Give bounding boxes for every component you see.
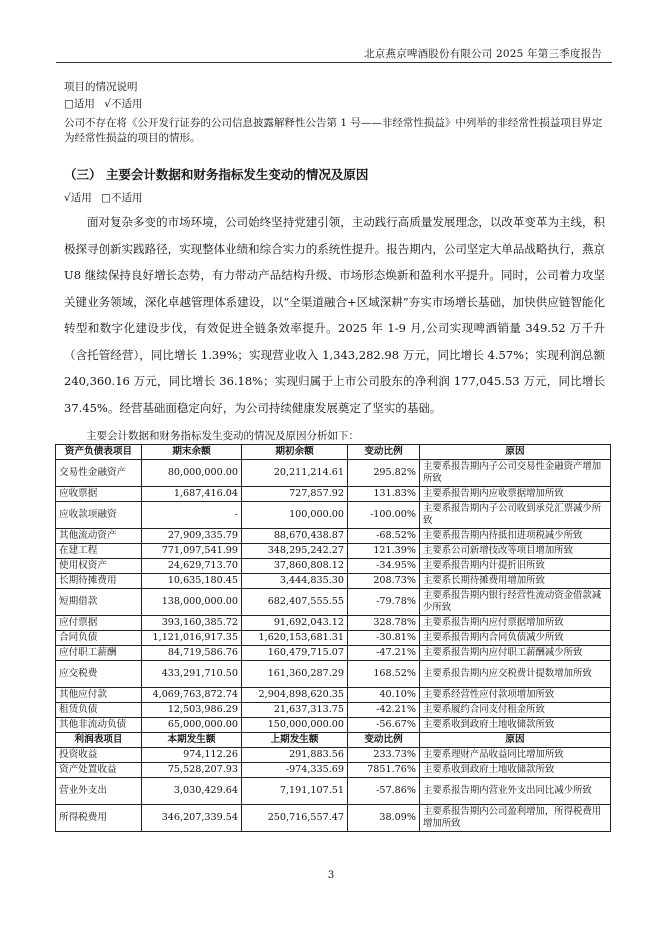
table-row: [56, 574, 611, 589]
opening-value-cell: 100,000.00: [242, 502, 348, 529]
closing-value-cell: 974,112.26: [142, 748, 242, 763]
table-row: [56, 763, 611, 778]
report-header: 北京燕京啤酒股份有限公司 2025 年第三季度报告: [364, 48, 602, 60]
opening-value-cell: 2,904,898,620.35: [242, 688, 348, 703]
table-row: [56, 559, 611, 574]
change-ratio-cell: -56.67%: [348, 718, 420, 733]
item-name-cell: 在建工程: [56, 544, 142, 559]
item-name-cell: 其他非流动负债: [56, 718, 142, 733]
change-ratio-cell: 328.78%: [348, 616, 420, 631]
opening-value-cell: 150,000,000.00: [242, 718, 348, 733]
opening-value-cell: 37,860,808.12: [242, 559, 348, 574]
opening-value-cell: 291,883.56: [242, 748, 348, 763]
change-ratio-cell: 208.73%: [348, 574, 420, 589]
column-header: 期末余额: [142, 445, 242, 460]
change-ratio-cell: -47.21%: [348, 646, 420, 661]
table-row: [56, 616, 611, 631]
financial-change-table: [55, 444, 611, 832]
table-row: [56, 688, 611, 703]
closing-value-cell: 138,000,000.00: [142, 589, 242, 616]
item-name-cell: 使用权资产: [56, 559, 142, 574]
opening-value-cell: 682,407,555.55: [242, 589, 348, 616]
checkbox-applicable: √适用: [64, 192, 92, 204]
section-checkboxes: [64, 191, 142, 206]
item-name-cell: 短期借款: [56, 589, 142, 616]
column-header: 利润表项目: [56, 733, 142, 748]
nonrecurring-checkboxes: [64, 97, 142, 112]
item-name-cell: 其他流动资产: [56, 529, 142, 544]
item-name-cell: 租赁负债: [56, 703, 142, 718]
item-name-cell: 营业外支出: [56, 778, 142, 805]
table-row: [56, 589, 611, 616]
header-divider: [56, 62, 612, 63]
change-ratio-cell: 121.39%: [348, 544, 420, 559]
item-name-cell: 资产处置收益: [56, 763, 142, 778]
item-name-cell: 其他应付款: [56, 688, 142, 703]
nonrecurring-statement: 公司不存在将《公开发行证券的公司信息披露解释性公告第 1 号——非经常性损益》中列举的非经常性损益项目界定为经常性损益的项目的情形。: [64, 117, 603, 144]
column-header: 变动比例: [348, 445, 420, 460]
table-intro: 主要会计数据和财务指标发生变动的情况及原因分析如下：: [86, 430, 359, 442]
reason-cell: 主要系长期待摊费用增加所致: [420, 574, 611, 589]
closing-value-cell: 75,528,207.93: [142, 763, 242, 778]
closing-value-cell: 3,030,429.64: [142, 778, 242, 805]
reason-cell: 主要系报告期内子公司收到承兑汇票减少所致: [420, 502, 611, 529]
table-row: [56, 460, 611, 487]
closing-value-cell: 24,629,713.70: [142, 559, 242, 574]
reason-cell: 主要系收到政府土地收储款所致: [420, 718, 611, 733]
opening-value-cell: 1,620,153,681.31: [242, 631, 348, 646]
change-ratio-cell: 38.09%: [348, 805, 420, 832]
opening-value-cell: 161,360,287.29: [242, 661, 348, 688]
closing-value-cell: 4,069,763,872.74: [142, 688, 242, 703]
closing-value-cell: 346,207,339.54: [142, 805, 242, 832]
checkbox-applicable: □适用: [64, 98, 95, 110]
table-row: [56, 703, 611, 718]
closing-value-cell: 1,121,016,917.35: [142, 631, 242, 646]
checkbox-not-applicable: □不适用: [101, 192, 143, 204]
section-body-paragraph: 面对复杂多变的市场环境，公司始终坚持党建引领，主动践行高质量发展理念，以改革变革为主线，积极探寻创新实践路径，实现整体业绩和综合实力的系统性提升。报告期内，公司坚定大单品战略执行，燕京 U8 继续保持良好增长态势，有力带动产品结构升级、市场形态焕新和盈利水平提升。同时，公司着力攻坚关键业务领域，深化卓越管理体系建设，以“全渠道融合+区域深耕”夯实市场增长基础，加快供应链智能化转型和数字化建设步伐，有效促进全链条效率提升。2025 年 1-9 月,公司实现啤酒销量 349.52 万千升（含托管经营），同比增长 1.39%；实现营业收入 1,343,282.98 万元，同比增长 4.57%；实现利润总额 240,360.16 万元，同比增长 36.18%；实现归属于上市公司股东的净利润 177,045.53 万元，同比增长 37.45%。经营基础面稳定向好，为公司持续健康发展奠定了坚实的基础。: [64, 215, 605, 415]
table-row: [56, 487, 611, 502]
change-ratio-cell: 131.83%: [348, 487, 420, 502]
reason-cell: 主要系报告期内公司盈利增加，所得税费用增加所致: [420, 805, 611, 832]
reason-cell: 主要系报告期内待抵扣进项税减少所致: [420, 529, 611, 544]
change-ratio-cell: -57.86%: [348, 778, 420, 805]
item-name-cell: 交易性金融资产: [56, 460, 142, 487]
change-ratio-cell: 168.52%: [348, 661, 420, 688]
item-name-cell: 应付票据: [56, 616, 142, 631]
column-header: 变动比例: [348, 733, 420, 748]
change-ratio-cell: 295.82%: [348, 460, 420, 487]
change-ratio-cell: -42.21%: [348, 703, 420, 718]
reason-cell: 主要系报告期内营业外支出同比减少所致: [420, 778, 611, 805]
page-number: 3: [327, 870, 335, 881]
income-statement-header-row: [56, 733, 611, 748]
change-ratio-cell: 7851.76%: [348, 763, 420, 778]
opening-value-cell: 7,191,107.51: [242, 778, 348, 805]
closing-value-cell: -: [142, 502, 242, 529]
item-name-cell: 合同负债: [56, 631, 142, 646]
table-row: [56, 529, 611, 544]
closing-value-cell: 433,291,710.50: [142, 661, 242, 688]
opening-value-cell: 3,444,835.30: [242, 574, 348, 589]
closing-value-cell: 65,000,000.00: [142, 718, 242, 733]
table-row: [56, 646, 611, 661]
table-row: [56, 718, 611, 733]
opening-value-cell: 21,637,313.75: [242, 703, 348, 718]
change-ratio-cell: 40.10%: [348, 688, 420, 703]
change-ratio-cell: 233.73%: [348, 748, 420, 763]
reason-cell: 主要系经营性应付款项增加所致: [420, 688, 611, 703]
reason-cell: 主要系报告期内子公司交易性金融资产增加所致: [420, 460, 611, 487]
change-ratio-cell: -34.95%: [348, 559, 420, 574]
column-header: 资产负债表项目: [56, 445, 142, 460]
reason-cell: 主要系报告期内应付职工薪酬减少所致: [420, 646, 611, 661]
reason-cell: 主要系报告期内应付票据增加所致: [420, 616, 611, 631]
table-row: [56, 805, 611, 832]
column-header: 原因: [420, 445, 611, 460]
reason-cell: 主要系报告期内应交税费计提数增加所致: [420, 661, 611, 688]
closing-value-cell: 10,635,180.45: [142, 574, 242, 589]
opening-value-cell: 91,692,043.12: [242, 616, 348, 631]
balance-sheet-header-row: [56, 445, 611, 460]
reason-cell: 主要系报告期内计提折旧所致: [420, 559, 611, 574]
item-name-cell: 投资收益: [56, 748, 142, 763]
change-ratio-cell: -79.78%: [348, 589, 420, 616]
table-row: [56, 544, 611, 559]
reason-cell: 主要系理财产品收益同比增加所致: [420, 748, 611, 763]
column-header: 原因: [420, 733, 611, 748]
item-name-cell: 所得税费用: [56, 805, 142, 832]
nonrecurring-label: 项目的情况说明: [64, 81, 138, 93]
checkbox-not-applicable: √不适用: [104, 98, 143, 110]
reason-cell: 主要系公司新增技改等项目增加所致: [420, 544, 611, 559]
closing-value-cell: 84,719,586.76: [142, 646, 242, 661]
reason-cell: 主要系报告期内合同负债减少所致: [420, 631, 611, 646]
opening-value-cell: 88,670,438.87: [242, 529, 348, 544]
table-row: [56, 631, 611, 646]
item-name-cell: 长期待摊费用: [56, 574, 142, 589]
closing-value-cell: 80,000,000.00: [142, 460, 242, 487]
change-ratio-cell: -30.81%: [348, 631, 420, 646]
opening-value-cell: 348,295,242.27: [242, 544, 348, 559]
opening-value-cell: 727,857.92: [242, 487, 348, 502]
item-name-cell: 应收票据: [56, 487, 142, 502]
section-heading: （三） 主要会计数据和财务指标发生变动的情况及原因: [64, 167, 369, 182]
column-header: 上期发生额: [242, 733, 348, 748]
table-row: [56, 661, 611, 688]
table-row: [56, 748, 611, 763]
item-name-cell: 应收款项融资: [56, 502, 142, 529]
reason-cell: 主要系报告期内应收票据增加所致: [420, 487, 611, 502]
item-name-cell: 应交税费: [56, 661, 142, 688]
closing-value-cell: 393,160,385.72: [142, 616, 242, 631]
opening-value-cell: 20,211,214.61: [242, 460, 348, 487]
closing-value-cell: 27,909,335.79: [142, 529, 242, 544]
item-name-cell: 应付职工薪酬: [56, 646, 142, 661]
reason-cell: 主要系报告期内银行经营性流动资金借款减少所致: [420, 589, 611, 616]
table-row: [56, 778, 611, 805]
change-ratio-cell: -68.52%: [348, 529, 420, 544]
closing-value-cell: 1,687,416.04: [142, 487, 242, 502]
opening-value-cell: 250,716,557.47: [242, 805, 348, 832]
column-header: 本期发生额: [142, 733, 242, 748]
reason-cell: 主要系履约合同支付租金所致: [420, 703, 611, 718]
change-ratio-cell: -100.00%: [348, 502, 420, 529]
closing-value-cell: 12,503,986.29: [142, 703, 242, 718]
reason-cell: 主要系收到政府土地收储款所致: [420, 763, 611, 778]
column-header: 期初余额: [242, 445, 348, 460]
table-row: [56, 502, 611, 529]
opening-value-cell: 160,479,715.07: [242, 646, 348, 661]
closing-value-cell: 771,097,541.99: [142, 544, 242, 559]
opening-value-cell: -974,335.69: [242, 763, 348, 778]
